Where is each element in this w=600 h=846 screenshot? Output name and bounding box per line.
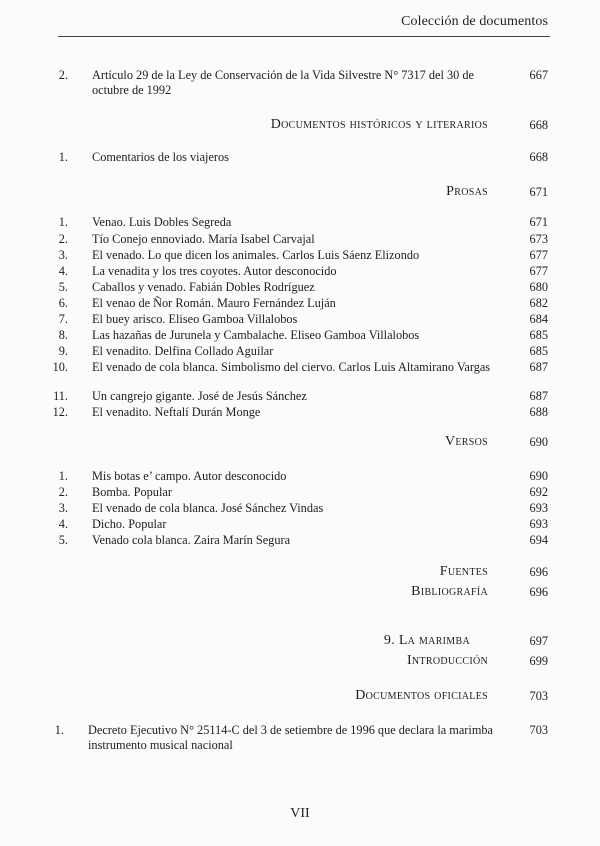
entry-title: Decreto Ejecutivo N° 25114-C del 3 de setiembre de 1996 que declara la marimba instrumento musical nacional	[88, 723, 493, 752]
entry-page-number: 671	[529, 215, 548, 229]
section-page-number: 668	[529, 118, 548, 132]
entry-number: 3.	[58, 248, 68, 262]
entry-number: 1.	[58, 215, 68, 229]
entry-page-number: 673	[529, 232, 548, 246]
entry-title: El venao de Ñor Román. Mauro Fernández Luján	[92, 296, 336, 310]
running-head: Colección de documentos	[401, 14, 548, 29]
entry-title: Las hazañas de Jurunela y Cambalache. Eliseo Gamboa Villalobos	[92, 328, 420, 342]
entry-number: 11.	[53, 389, 68, 403]
entry-page-number: 690	[529, 469, 548, 483]
entry-title: El venado de cola blanca. Simbolismo del ciervo. Carlos Luis Altamirano Vargas	[92, 360, 491, 374]
entry-title: Venao. Luis Dobles Segreda	[92, 215, 232, 229]
entry-number: 4.	[58, 517, 68, 531]
entry-title: Un cangrejo gigante. José de Jesús Sánchez	[92, 389, 307, 403]
section-title: 9. La marimba	[383, 633, 470, 648]
entry-page-number: 668	[529, 150, 548, 164]
entry-page-number: 693	[529, 501, 548, 515]
entry-number: 6.	[58, 296, 68, 310]
section-page-number: 703	[529, 689, 548, 703]
entry-title: El buey arisco. Eliseo Gamboa Villalobos	[92, 312, 298, 326]
entry-page-number: 680	[529, 280, 548, 294]
entry-number: 9.	[58, 344, 68, 358]
page-folio: VII	[290, 806, 310, 821]
entry-title: El venadito. Delfina Collado Aguilar	[92, 344, 274, 358]
entry-page-number: 685	[529, 328, 548, 342]
section-title: Prosas	[446, 184, 488, 199]
entry-page-number: 684	[529, 312, 548, 326]
entry-number: 3.	[58, 501, 68, 515]
entry-number: 12.	[52, 405, 68, 419]
entry-title: Tío Conejo ennoviado. María Isabel Carvajal	[92, 232, 315, 246]
entry-title: Comentarios de los viajeros	[92, 150, 229, 164]
entry-number: 2.	[58, 485, 68, 499]
entry-number: 8.	[58, 328, 68, 342]
entry-number: 1.	[54, 723, 64, 737]
section-title: Documentos oficiales	[355, 688, 488, 703]
entry-title: Artículo 29 de la Ley de Conservación de la Vida Silvestre N° 7317 del 30 de octubre de 1992	[92, 68, 474, 97]
entry-number: 1.	[58, 150, 68, 164]
entry-page-number: 677	[529, 264, 548, 278]
entry-page-number: 677	[529, 248, 548, 262]
section-page-number: 696	[529, 585, 548, 599]
section-page-number: 696	[529, 565, 548, 579]
entry-page-number: 688	[529, 405, 548, 419]
entry-title: Caballos y venado. Fabián Dobles Rodríguez	[92, 280, 315, 294]
entry-page-number: 667	[529, 68, 548, 82]
entry-title: La venadita y los tres coyotes. Autor desconocido	[92, 264, 337, 278]
entry-title: Mis botas e’ campo. Autor desconocido	[92, 469, 287, 483]
section-title: Fuentes	[439, 564, 488, 579]
entry-page-number: 692	[529, 485, 548, 499]
section-page-number: 699	[529, 654, 548, 668]
entry-title: El venado de cola blanca. José Sánchez Vindas	[92, 501, 324, 515]
entry-number: 1.	[58, 469, 68, 483]
entry-number: 2.	[58, 68, 68, 82]
section-page-number: 671	[529, 185, 548, 199]
entry-page-number: 682	[529, 296, 548, 310]
entry-title: El venado. Lo que dicen los animales. Carlos Luis Sáenz Elizondo	[92, 248, 420, 262]
entry-page-number: 687	[529, 360, 548, 374]
entry-title: Dicho. Popular	[92, 517, 167, 531]
entry-number: 2.	[58, 232, 68, 246]
entry-page-number: 685	[529, 344, 548, 358]
section-title: Versos	[444, 434, 488, 449]
entry-number: 5.	[58, 280, 68, 294]
entry-number: 10.	[52, 360, 68, 374]
entry-page-number: 703	[529, 723, 548, 737]
entry-number: 7.	[58, 312, 68, 326]
entry-number: 4.	[58, 264, 68, 278]
entry-page-number: 693	[529, 517, 548, 531]
entry-title: El venadito. Neftalí Durán Monge	[92, 405, 261, 419]
section-page-number: 690	[529, 435, 548, 449]
section-page-number: 697	[529, 634, 548, 648]
section-title: Introducción	[406, 653, 488, 668]
entry-page-number: 694	[529, 533, 548, 547]
section-title: Bibliografía	[411, 584, 488, 599]
entry-title: Bomba. Popular	[92, 485, 172, 499]
entry-number: 5.	[58, 533, 68, 547]
entry-title: Venado cola blanca. Zaira Marín Segura	[92, 533, 291, 547]
header-rule	[58, 36, 550, 37]
entry-page-number: 687	[529, 389, 548, 403]
section-title: Documentos históricos y literarios	[270, 117, 488, 132]
